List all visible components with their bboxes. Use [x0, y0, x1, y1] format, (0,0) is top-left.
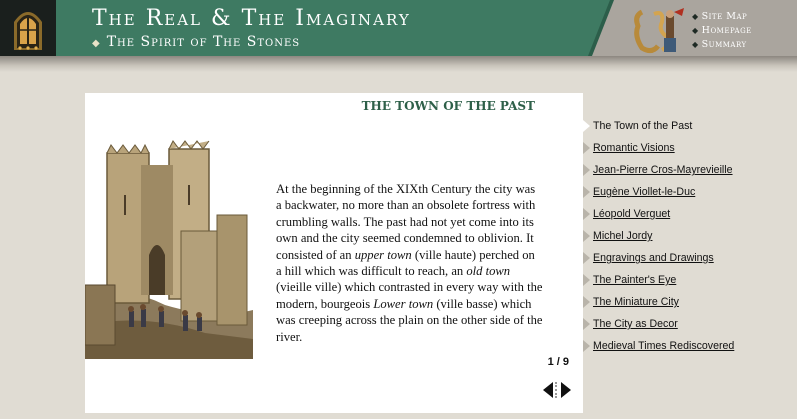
side-nav-label: Romantic Visions [593, 142, 675, 154]
side-nav-item[interactable] [583, 204, 797, 226]
content-panel [85, 93, 583, 413]
side-nav-label: Medieval Times Rediscovered [593, 340, 735, 352]
castle-illustration [85, 135, 253, 359]
bullet-triangle-icon [583, 120, 590, 132]
bullet-triangle-icon [583, 186, 590, 198]
side-nav-label: Engravings and Drawings [593, 252, 714, 264]
side-nav-label: Eugène Viollet-le-Duc [593, 186, 696, 198]
subtitle-bullet-icon: ◆ [92, 38, 101, 49]
homepage-link[interactable]: ◆ Homepage [692, 25, 752, 36]
site-title: The Real & The Imaginary [92, 6, 411, 31]
side-nav-label: The Miniature City [593, 296, 679, 308]
bullet-triangle-icon [583, 208, 590, 220]
side-nav-item[interactable] [583, 270, 797, 292]
gothic-window-logo[interactable] [0, 0, 56, 56]
side-nav-item[interactable] [583, 292, 797, 314]
side-nav-item[interactable] [583, 248, 797, 270]
ornament-monogram-icon [632, 6, 688, 56]
summary-link[interactable]: ◆ Summary [692, 39, 747, 50]
bullet-triangle-icon [583, 142, 590, 154]
side-nav-item[interactable] [583, 160, 797, 182]
bullet-triangle-icon [583, 230, 590, 242]
body-paragraph: At the beginning of the XIXth Century the city was a backwater, no more than an obsolete fortress with crumbling walls. The past had not yet come into its own and the city seemed condemned to oblivion. It consisted of an upper town (ville haute) perched on a hill which was difficult to reach, an old town (vieille ville) which contrasted in every way with the modern, bourgeois Lower town (ville basse) which was creeping across the plain on the other side of the river. [276, 182, 543, 344]
bullet-triangle-icon [583, 164, 590, 176]
side-nav-label: The Painter's Eye [593, 274, 677, 286]
side-nav [583, 116, 797, 358]
page-counter: 1 / 9 [547, 356, 569, 368]
side-nav-item[interactable] [583, 314, 797, 336]
side-nav-item[interactable] [583, 116, 797, 138]
diamond-bullet-icon: ◆ [692, 40, 699, 49]
side-nav-item[interactable] [583, 336, 797, 358]
site-subtitle [92, 34, 300, 50]
side-nav-label: The Town of the Past [593, 120, 693, 132]
pager [543, 382, 571, 398]
top-nav [692, 10, 752, 52]
site-map-link[interactable]: ◆ Site Map [692, 11, 748, 22]
site-header [0, 0, 797, 56]
prev-arrow-icon[interactable] [543, 382, 553, 398]
side-nav-label: Jean-Pierre Cros-Mayrevieille [593, 164, 733, 176]
side-nav-item[interactable] [583, 138, 797, 160]
site-subtitle-text: The Spirit of The Stones [106, 34, 301, 50]
bullet-triangle-icon [583, 296, 590, 308]
side-nav-label: Michel Jordy [593, 230, 653, 242]
side-nav-label: Léopold Verguet [593, 208, 671, 220]
side-nav-item[interactable] [583, 182, 797, 204]
bullet-triangle-icon [583, 318, 590, 330]
header-shadow [0, 56, 797, 72]
side-nav-item[interactable] [583, 226, 797, 248]
bullet-triangle-icon [583, 252, 590, 264]
bullet-triangle-icon [583, 340, 590, 352]
side-nav-label: The City as Decor [593, 318, 678, 330]
diamond-bullet-icon: ◆ [692, 26, 699, 35]
page-title: THE TOWN OF THE PAST [361, 99, 535, 113]
pager-divider [555, 382, 559, 398]
next-arrow-icon[interactable] [561, 382, 571, 398]
bullet-triangle-icon [583, 274, 590, 286]
diamond-bullet-icon: ◆ [692, 12, 699, 21]
